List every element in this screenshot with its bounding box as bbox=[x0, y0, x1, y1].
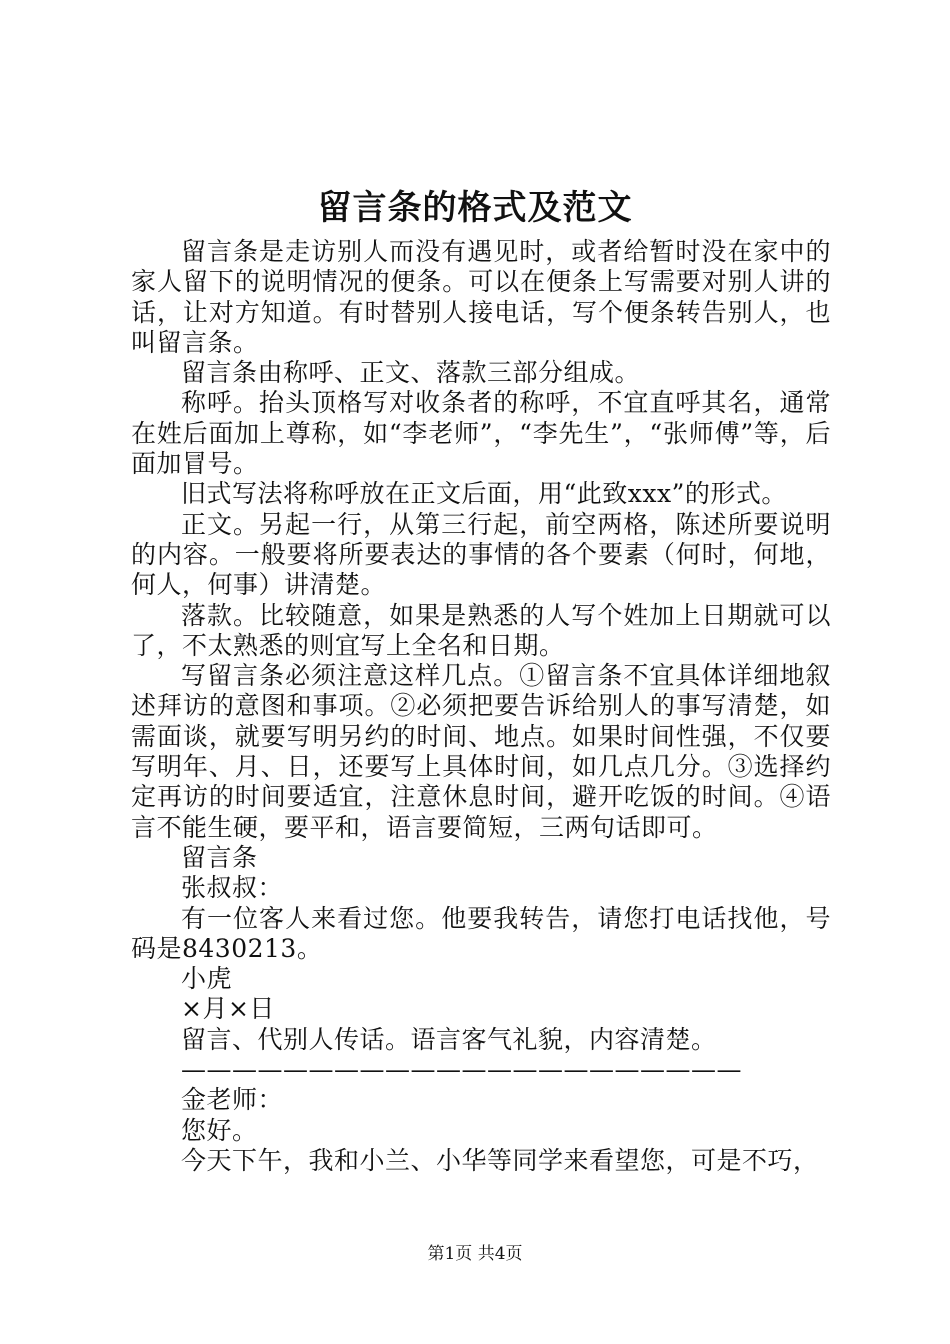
document-title: 留言条的格式及范文 bbox=[317, 188, 633, 228]
paragraph-salutation: 称呼。抬头顶格写对收条者的称呼，不宜直呼其名，通常在姓后面加上尊称，如“李老师”，“李先生”，“张师傅”等，后面加冒号。 bbox=[131, 388, 831, 479]
example-body: 有一位客人来看过您。他要我转告，请您打电话找他，号码是8430213。 bbox=[131, 903, 831, 963]
example2-greeting: 您好。 bbox=[181, 1115, 258, 1145]
paragraph-notes: 写留言条必须注意这样几点。①留言条不宜具体详细地叙述拜访的意图和事项。②必须把要告诉给别人的事写清楚，如需面谈，就要写明另约的时间、地点。如果时间性强，不仅要写明年、月、日，还要写上具体时间，如几点几分。③选择约定再访的时间要适宜，注意休息时间，避开吃饭的时间。④语言不能生硬，要平和，语言要简短，三两句话即可。 bbox=[131, 661, 831, 842]
example-comment: 留言、代别人传话。语言客气礼貌，内容清楚。 bbox=[181, 1024, 717, 1054]
example-salutation: 张叔叔： bbox=[181, 873, 284, 903]
example-heading: 留言条 bbox=[181, 842, 258, 872]
paragraph-structure: 留言条由称呼、正文、落款三部分组成。 bbox=[181, 358, 641, 388]
example2-body: 今天下午，我和小兰、小华等同学来看望您，可是不巧， bbox=[181, 1145, 819, 1175]
paragraph-intro: 留言条是走访别人而没有遇见时，或者给暂时没在家中的家人留下的说明情况的便条。可以在便条上写需要对别人讲的话，让对方知道。有时替别人接电话，写个便条转告别人，也叫留言条。 bbox=[131, 237, 831, 357]
page-footer: 第1页 共4页 bbox=[427, 1244, 523, 1264]
example-date: ×月×日 bbox=[181, 994, 275, 1024]
divider-line: —————————————————————— bbox=[181, 1055, 742, 1085]
document-body bbox=[131, 237, 831, 1176]
example-signer: 小虎 bbox=[181, 964, 233, 994]
paragraph-old-style: 旧式写法将称呼放在正文后面，用“此致xxx”的形式。 bbox=[181, 479, 787, 509]
example2-salutation: 金老师： bbox=[181, 1085, 284, 1115]
paragraph-signature: 落款。比较随意，如果是熟悉的人写个姓加上日期就可以了，不太熟悉的则宜写上全名和日期。 bbox=[131, 600, 831, 660]
paragraph-body-text: 正文。另起一行，从第三行起，前空两格，陈述所要说明的内容。一般要将所要表达的事情的各个要素（何时，何地，何人，何事）讲清楚。 bbox=[131, 509, 831, 600]
